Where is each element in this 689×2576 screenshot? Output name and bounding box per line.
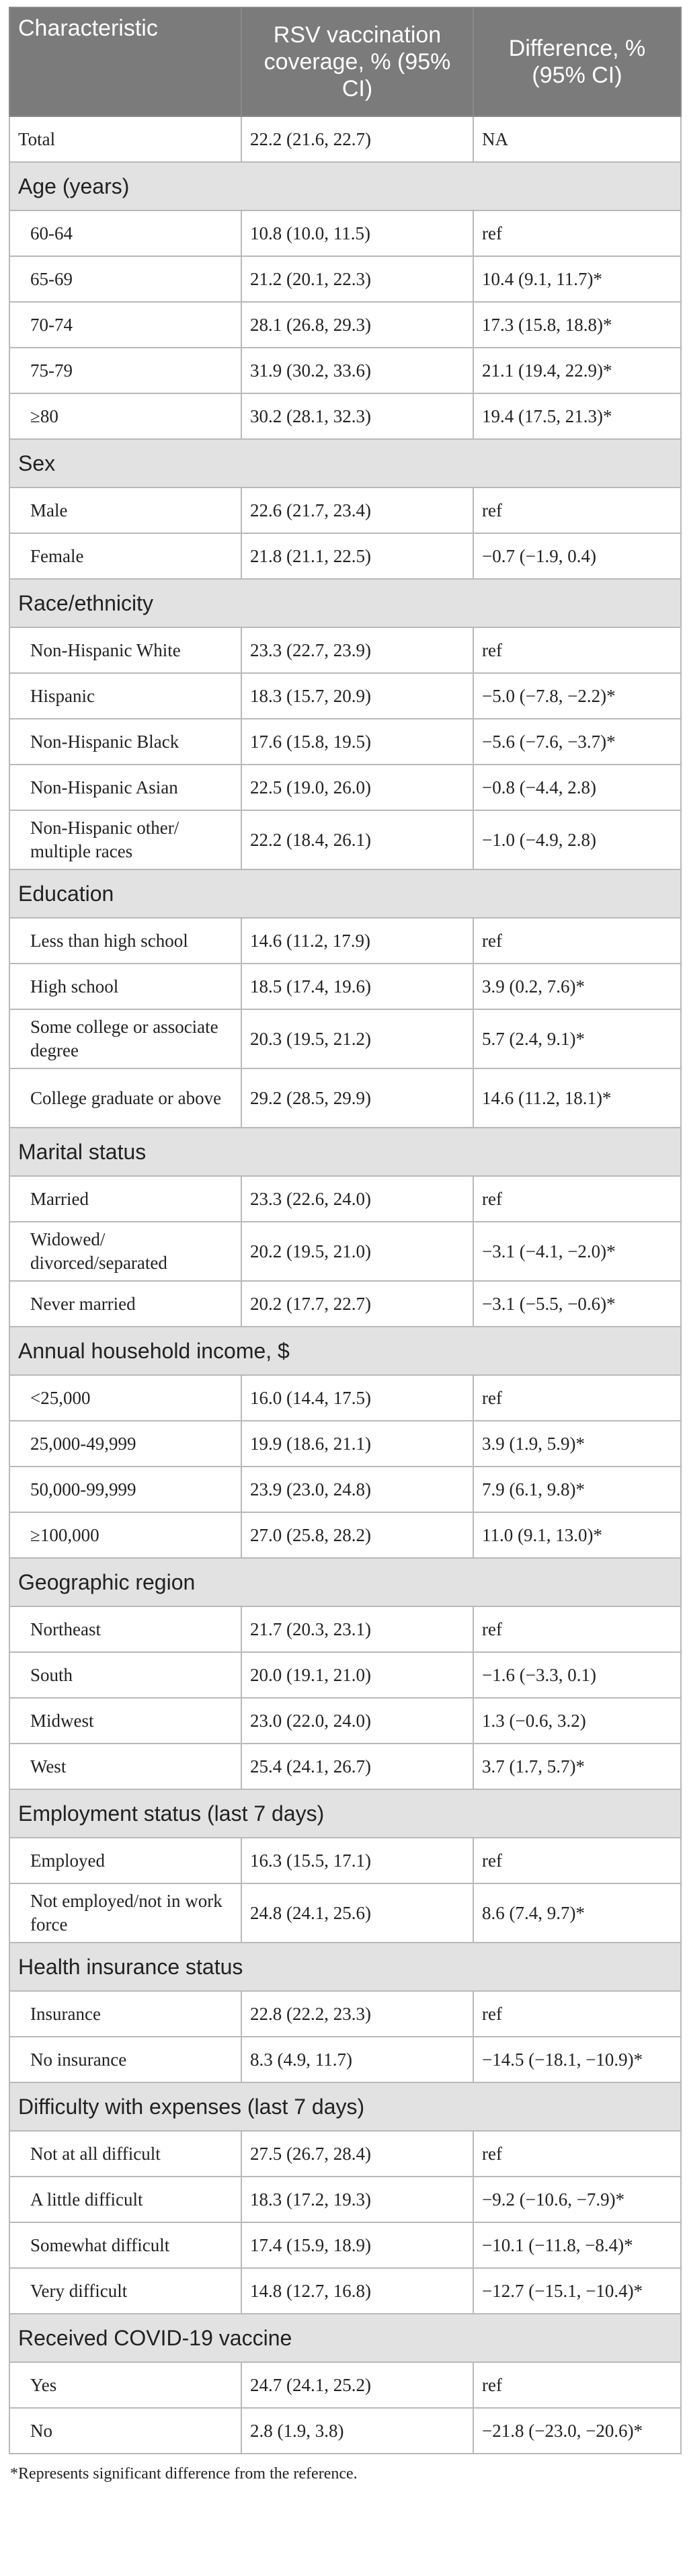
row-label: No [9,2408,241,2454]
row-label: 50,000-99,999 [9,1467,241,1512]
row-coverage: 20.3 (19.5, 21.2) [241,1009,473,1068]
row-label: ≥80 [9,393,241,439]
table-row [9,673,681,719]
row-coverage: 17.4 (15.9, 18.9) [241,2222,473,2268]
row-difference: ref [473,1838,681,1883]
table-row [9,1838,681,1883]
row-difference: ref [473,1606,681,1652]
table-row [9,964,681,1009]
row-coverage: 19.9 (18.6, 21.1) [241,1421,473,1467]
header-row [9,7,681,116]
row-label: A little difficult [9,2177,241,2222]
section-header-row [9,1128,681,1176]
row-coverage: 22.2 (18.4, 26.1) [241,810,473,869]
row-coverage: 22.5 (19.0, 26.0) [241,765,473,810]
total-difference: NA [473,116,681,162]
table-row [9,810,681,869]
row-label: ≥100,000 [9,1512,241,1558]
row-label: Northeast [9,1606,241,1652]
row-label: Yes [9,2362,241,2408]
section-header-row [9,2082,681,2131]
header-coverage: RSV vaccination coverage, % (95% CI) [241,7,473,116]
row-difference: 11.0 (9.1, 13.0)* [473,1512,681,1558]
row-coverage: 22.6 (21.7, 23.4) [241,487,473,533]
section-title: Received COVID-19 vaccine [9,2314,681,2362]
table-row [9,1606,681,1652]
row-difference: 19.4 (17.5, 21.3)* [473,393,681,439]
row-label: Non-Hispanic Asian [9,765,241,810]
row-label: Non-Hispanic other/ multiple races [9,810,241,869]
table-row [9,719,681,765]
table-row [9,2408,681,2454]
row-coverage: 24.7 (24.1, 25.2) [241,2362,473,2408]
row-label: College graduate or above [9,1068,241,1128]
section-header-row [9,162,681,210]
table-row [9,2268,681,2314]
section-header-row [9,579,681,627]
table-footnote: *Represents significant difference from the reference. [10,2465,358,2483]
section-header-row [9,439,681,487]
row-difference: −9.2 (−10.6, −7.9)* [473,2177,681,2222]
row-label: Non-Hispanic Black [9,719,241,765]
row-difference: −10.1 (−11.8, −8.4)* [473,2222,681,2268]
row-label: Hispanic [9,673,241,719]
results-table-container [9,7,680,2483]
row-label: 25,000-49,999 [9,1421,241,1467]
table-row [9,1467,681,1512]
table-row [9,533,681,579]
section-header-row [9,1789,681,1838]
section-header-row [9,869,681,918]
row-coverage: 20.0 (19.1, 21.0) [241,1652,473,1698]
row-coverage: 17.6 (15.8, 19.5) [241,719,473,765]
row-difference: 5.7 (2.4, 9.1)* [473,1009,681,1068]
row-difference: ref [473,918,681,964]
table-row [9,2222,681,2268]
header-characteristic: Characteristic [9,7,241,116]
row-coverage: 2.8 (1.9, 3.8) [241,2408,473,2454]
row-difference: ref [473,487,681,533]
table-row [9,348,681,393]
table-row [9,1281,681,1327]
row-label: Somewhat difficult [9,2222,241,2268]
section-title: Age (years) [9,162,681,210]
row-difference: −1.0 (−4.9, 2.8) [473,810,681,869]
row-difference: ref [473,1991,681,2037]
table-row [9,487,681,533]
row-coverage: 31.9 (30.2, 33.6) [241,348,473,393]
row-label: Employed [9,1838,241,1883]
row-difference: −12.7 (−15.1, −10.4)* [473,2268,681,2314]
row-coverage: 18.3 (17.2, 19.3) [241,2177,473,2222]
row-difference: 3.7 (1.7, 5.7)* [473,1744,681,1789]
row-coverage: 23.9 (23.0, 24.8) [241,1467,473,1512]
row-difference: −0.8 (−4.4, 2.8) [473,765,681,810]
row-coverage: 18.3 (15.7, 20.9) [241,673,473,719]
row-label: 70-74 [9,302,241,348]
row-coverage: 24.8 (24.1, 25.6) [241,1883,473,1943]
row-difference: ref [473,627,681,673]
row-label: Less than high school [9,918,241,964]
total-coverage: 22.2 (21.6, 22.7) [241,116,473,162]
total-row [9,116,681,162]
row-difference: ref [473,2131,681,2177]
section-title: Marital status [9,1128,681,1176]
row-difference: ref [473,210,681,256]
row-difference: −0.7 (−1.9, 0.4) [473,533,681,579]
section-header-row [9,1327,681,1375]
section-title: Race/ethnicity [9,579,681,627]
row-difference: 10.4 (9.1, 11.7)* [473,256,681,302]
row-difference: −14.5 (−18.1, −10.9)* [473,2037,681,2082]
table-body [9,116,681,2454]
table-row [9,2362,681,2408]
section-title: Difficulty with expenses (last 7 days) [9,2082,681,2131]
table-row [9,2131,681,2177]
row-coverage: 20.2 (19.5, 21.0) [241,1222,473,1281]
row-label: Very difficult [9,2268,241,2314]
section-header-row [9,1558,681,1606]
section-title: Health insurance status [9,1943,681,1991]
row-label: 65-69 [9,256,241,302]
section-title: Employment status (last 7 days) [9,1789,681,1838]
table-row [9,302,681,348]
row-label: South [9,1652,241,1698]
row-difference: 3.9 (1.9, 5.9)* [473,1421,681,1467]
table-row [9,1883,681,1943]
section-title: Education [9,869,681,918]
row-coverage: 21.7 (20.3, 23.1) [241,1606,473,1652]
row-coverage: 21.2 (20.1, 22.3) [241,256,473,302]
table-row [9,765,681,810]
row-difference: 3.9 (0.2, 7.6)* [473,964,681,1009]
row-coverage: 10.8 (10.0, 11.5) [241,210,473,256]
row-difference: 14.6 (11.2, 18.1)* [473,1068,681,1128]
row-coverage: 23.0 (22.0, 24.0) [241,1698,473,1744]
row-difference: −3.1 (−4.1, −2.0)* [473,1222,681,1281]
header-difference: Difference, % (95% CI) [473,7,681,116]
section-title: Sex [9,439,681,487]
row-coverage: 28.1 (26.8, 29.3) [241,302,473,348]
table-row [9,1421,681,1467]
row-coverage: 18.5 (17.4, 19.6) [241,964,473,1009]
row-coverage: 23.3 (22.6, 24.0) [241,1176,473,1222]
row-label: <25,000 [9,1375,241,1421]
row-label: No insurance [9,2037,241,2082]
row-label: Midwest [9,1698,241,1744]
row-difference: 1.3 (−0.6, 3.2) [473,1698,681,1744]
table-row [9,1222,681,1281]
row-difference: 8.6 (7.4, 9.7)* [473,1883,681,1943]
row-coverage: 25.4 (24.1, 26.7) [241,1744,473,1789]
row-difference: −5.6 (−7.6, −3.7)* [473,719,681,765]
row-label: Not employed/not in work force [9,1883,241,1943]
row-coverage: 23.3 (22.7, 23.9) [241,627,473,673]
total-label: Total [9,116,241,162]
row-coverage: 27.5 (26.7, 28.4) [241,2131,473,2177]
row-label: Female [9,533,241,579]
row-difference: 21.1 (19.4, 22.9)* [473,348,681,393]
rsv-coverage-table [9,7,682,2454]
row-coverage: 21.8 (21.1, 22.5) [241,533,473,579]
row-label: Widowed/ divorced/separated [9,1222,241,1281]
table-row [9,393,681,439]
table-row [9,210,681,256]
section-title: Annual household income, $ [9,1327,681,1375]
table-row [9,1652,681,1698]
row-difference: −5.0 (−7.8, −2.2)* [473,673,681,719]
row-label: Not at all difficult [9,2131,241,2177]
table-row [9,1698,681,1744]
table-row [9,1068,681,1128]
row-difference: −21.8 (−23.0, −20.6)* [473,2408,681,2454]
row-coverage: 16.0 (14.4, 17.5) [241,1375,473,1421]
row-coverage: 14.6 (11.2, 17.9) [241,918,473,964]
table-row [9,2037,681,2082]
row-difference: ref [473,2362,681,2408]
row-label: Married [9,1176,241,1222]
table-row [9,1512,681,1558]
table-row [9,1744,681,1789]
section-header-row [9,1943,681,1991]
row-coverage: 20.2 (17.7, 22.7) [241,1281,473,1327]
row-difference: ref [473,1375,681,1421]
row-difference: 17.3 (15.8, 18.8)* [473,302,681,348]
table-row [9,1009,681,1068]
row-label: High school [9,964,241,1009]
section-header-row [9,2314,681,2362]
row-label: Never married [9,1281,241,1327]
row-difference: ref [473,1176,681,1222]
row-label: Some college or associate degree [9,1009,241,1068]
row-coverage: 30.2 (28.1, 32.3) [241,393,473,439]
table-row [9,1375,681,1421]
table-row [9,2177,681,2222]
row-label: Male [9,487,241,533]
row-coverage: 16.3 (15.5, 17.1) [241,1838,473,1883]
row-difference: −3.1 (−5.5, −0.6)* [473,1281,681,1327]
row-coverage: 29.2 (28.5, 29.9) [241,1068,473,1128]
row-coverage: 14.8 (12.7, 16.8) [241,2268,473,2314]
table-row [9,627,681,673]
row-label: 75-79 [9,348,241,393]
row-difference: 7.9 (6.1, 9.8)* [473,1467,681,1512]
row-label: West [9,1744,241,1789]
row-coverage: 8.3 (4.9, 11.7) [241,2037,473,2082]
table-row [9,918,681,964]
row-coverage: 22.8 (22.2, 23.3) [241,1991,473,2037]
row-coverage: 27.0 (25.8, 28.2) [241,1512,473,1558]
row-label: Non-Hispanic White [9,627,241,673]
row-difference: −1.6 (−3.3, 0.1) [473,1652,681,1698]
section-title: Geographic region [9,1558,681,1606]
table-row [9,1991,681,2037]
row-label: Insurance [9,1991,241,2037]
row-label: 60-64 [9,210,241,256]
table-row [9,1176,681,1222]
table-row [9,256,681,302]
